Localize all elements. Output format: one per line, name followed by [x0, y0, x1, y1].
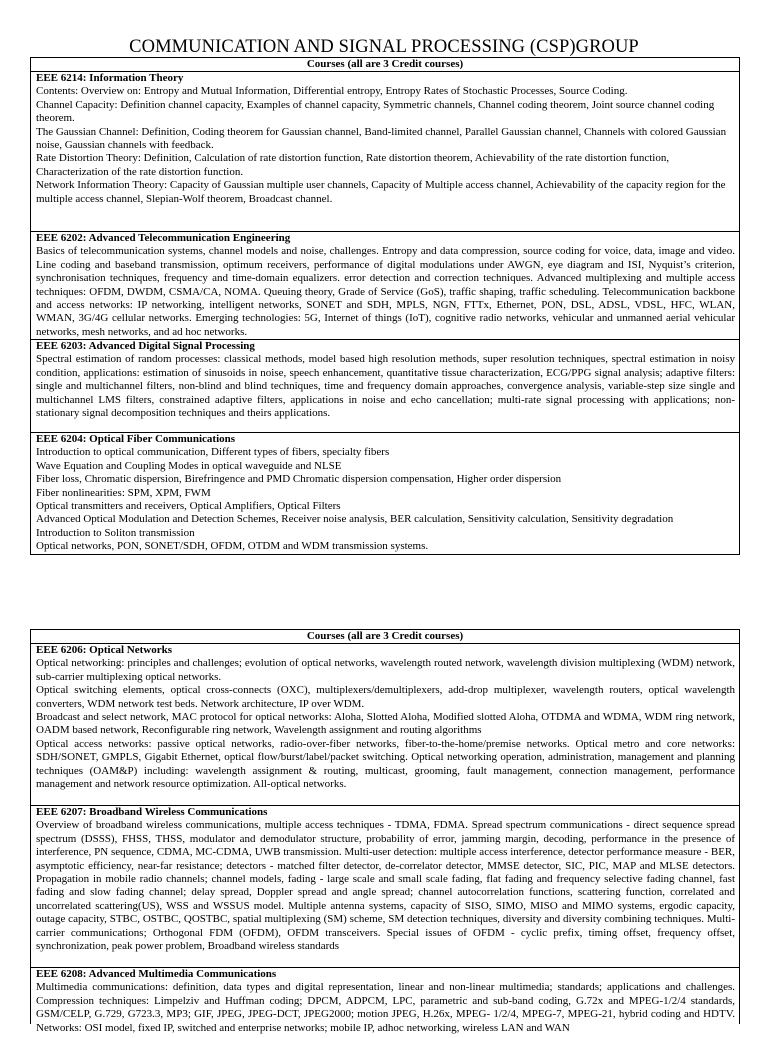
course-line: Contents: Overview on: Entropy and Mutual Information, Differential entropy, Entropy Rates of Stochastic Processes, Source Coding.	[36, 85, 628, 98]
course-line: Optical access networks: passive optical networks, radio-over-fiber networks, fiber-to-the-home/premise networks. Optical metro and core networks: SDH/SONET, GMPLS, Gigabit Ethernet, optical flow/burst/label/packet switching. Optical networking operation, administration, management and planning techniques (OAM&P) including: wavelength assignment & routing, multicast, grooming, fault management, connection management, performance management and network resource optimization. All-optical networks.	[36, 737, 735, 791]
course-title: EEE 6203: Advanced Digital Signal Processing	[36, 340, 255, 352]
course-eee-6208	[31, 968, 739, 1038]
course-line: The Gaussian Channel: Definition, Coding theorem for Gaussian channel, Band-limited channel, Parallel Gaussian channel, Channels with colored Gaussian noise, Gaussian channels with feedback.	[36, 125, 727, 152]
course-title: EEE 6206: Optical Networks	[36, 644, 172, 656]
course-title: EEE 6202: Advanced Telecommunication Engineering	[36, 232, 291, 244]
course-line: Wave Equation and Coupling Modes in optical waveguide and NLSE	[36, 459, 342, 472]
course-title: EEE 6208: Advanced Multimedia Communications	[36, 968, 277, 980]
course-line: Channel Capacity: Definition channel capacity, Examples of channel capacity, Symmetric channels, Channel coding theorem, Joint source channel coding theorem.	[36, 98, 715, 125]
table-header: Courses (all are 3 Credit courses)	[31, 58, 739, 72]
course-title: EEE 6214: Information Theory	[36, 72, 184, 84]
course-line: Fiber loss, Chromatic dispersion, Birefringence and PMD Chromatic dispersion compensation, Higher order dispersion	[36, 473, 562, 486]
course-line: Broadcast and select network, MAC protocol for optical networks: Aloha, Slotted Aloha, Modified slotted Aloha, OTDMA and WDMA, WDM ring network, OADM based network, Reconfigurable ring network, Wavelength assignment and routing algorithms	[36, 711, 735, 737]
course-line: Optical transmitters and receivers, Optical Amplifiers, Optical Filters	[36, 500, 341, 513]
courses-table-1	[30, 57, 740, 555]
course-line: Advanced Optical Modulation and Detection Schemes, Receiver noise analysis, BER calculation, Sensitivity calculation, Sensitivity degradation	[36, 513, 674, 526]
course-line: Rate Distortion Theory: Definition, Calculation of rate distortion function, Rate distortion theorem, Achievability of the rate distortion function, Characterization of the rate distortion function.	[36, 152, 670, 178]
course-description: Basics of telecommunication systems, channel models and noise, challenges. Entropy and data compression, source coding for voice, data, image and video. Line coding and baseband transmission, optimum receivers, performance of digital modulations under AWGN, eye diagram and ISI, Nyquist’s criterion, synchronisation techniques, frequency and time-domain equalizers. error detection and correction techniques. Advanced multiplexing and multiple access techniques: OFDM, DWDM, CSMA/CA, NOMA. Queuing theory, Grade of Service (GoS), traffic shaping, traffic scheduling. Telecommunication backbone and access networks: IP networking, intelligent networks, SONET and SDH, MPLS, NGN, FTTx, Ethernet, PON, DSL, ADSL, VDSL, HFC, WLAN, WMAN, 3G/4G cellular networks. Emerging technologies: 5G, Internet of things (IoT), cognitive radio networks, vehicular and unmanned aerial vehicular networks, mesh networks, and ad hoc networks.	[36, 245, 735, 338]
course-description: Multimedia communications: definition, data types and digital representation, linear and non-linear multimedia; standards; applications and challenges. Compression techniques: Limpelziv and Huffman coding; DPCM, ADPCM, LPC, parametric and sub-band coding, G.72x and MPEG-1/2/4 standards, GSM/CELP, G.729, G723.3, MP3; GIF, JPEG, JPEG-DCT, JPEG2000; motion JPEG, H.26x, MPEG- 1/2/4, MPEG-7, MPEG-21, hybrid coding and HDTV. Networks: OSI model, fixed IP, switched and enterprise networks; mobile IP, adhoc networking, wireless LAN and WAN	[36, 981, 735, 1034]
course-line: Optical networks, PON, SONET/SDH, OFDM, OTDM and WDM transmission systems.	[36, 540, 429, 553]
course-description: Spectral estimation of random processes: classical methods, model based high resolution methods, super resolution techniques, spectral estimation in noisy condition, applications: estimation of sinusoids in noise, speech enhancement, quantitative tissue characterization, ECG/PPG signal analysis; adaptive filters: single and multichannel filters, non-blind and blind techniques, time and frequency domain approaches, convergence analysis, variable-step size single and multichannel LMS filters, constrained adaptive filters, applications in noise and echo cancellation; multi-rate signal processing with applications; non-stationary signal decomposition techniques and theirs applications.	[36, 353, 735, 420]
course-line: Fiber nonlinearities: SPM, XPM, FWM	[36, 486, 211, 499]
courses-table-2	[30, 629, 740, 1034]
table-header: Courses (all are 3 Credit courses)	[31, 630, 739, 644]
course-title: EEE 6207: Broadband Wireless Communications	[36, 806, 268, 818]
course-line: Optical networking: principles and challenges; evolution of optical networks, wavelength routed network, wavelength division multiplexing (WDM) network, sub-carrier multiplexing optical networks.	[36, 657, 735, 683]
course-eee-6214	[31, 72, 739, 232]
course-line: Network Information Theory: Capacity of Gaussian multiple user channels, Capacity of Multiple access channel, Achievability of the capacity region for the multiple access channel, Slepian-Wolf theorem, Broadcast channel.	[36, 179, 726, 205]
course-eee-6206	[31, 644, 739, 806]
course-eee-6207	[31, 806, 739, 968]
course-line: Optical switching elements, optical cross-connects (OXC), multiplexers/demultiplexers, add-drop multiplexer, wavelength routers, optical wavelength converters, WDM network test beds. Network architecture, IP over WDM.	[36, 684, 735, 710]
course-eee-6203	[31, 340, 739, 433]
course-line: Introduction to optical communication, Different types of fibers, specialty fibers	[36, 446, 390, 459]
course-line: Introduction to Soliton transmission	[36, 526, 195, 539]
page-title: COMMUNICATION AND SIGNAL PROCESSING (CSP)GROUP	[129, 37, 639, 57]
course-eee-6202	[31, 232, 739, 340]
course-description: Overview of broadband wireless communications, multiple access techniques - TDMA, FDMA. Spread spectrum communications - direct sequence spread spectrum (DSSS), FHSS, THSS, modulator and demodulator structure, probability of error, jamming margin, decoding, performance in the presence of interference, PN sequence, CDMA, MC-CDMA, UWB transmission. Multi-user detection: multiple access interference, detector performance measure - BER, asymptotic efficiency, near-far resistance; detectors - matched filter detector, de-correlator detector, MMSE detector, SIC, PIC, MAP and MLSE detectors. Propagation in mobile radio channels; channel models, fading - large scale and small scale fading, flat fading and frequency selective fading channel, fast fading and slow fading channel; delay spread, Doppler spread and angle spread; channel autocorrelation functions, scattering function, correlated and uncorrelated scattering(US), WSS and WSSUS model. Multiple antenna systems, capacity of SISO, SIMO, MISO and MIMO systems, ergodic capacity, outage capacity, STBC, OSTBC, QOSTBC, spatial multiplexing (SM) scheme, SM detection techniques, diversity and diversity combining techniques. Multi-carrier communications; Orthogonal FDM (OFDM), OFDM transceivers. Special issues of OFDM - cyclic prefix, timing offset, frequency offset, synchronization, peak power problem, Broadband wireless standards	[36, 819, 735, 953]
course-title: EEE 6204: Optical Fiber Communications	[36, 433, 236, 445]
course-eee-6204	[31, 433, 739, 555]
